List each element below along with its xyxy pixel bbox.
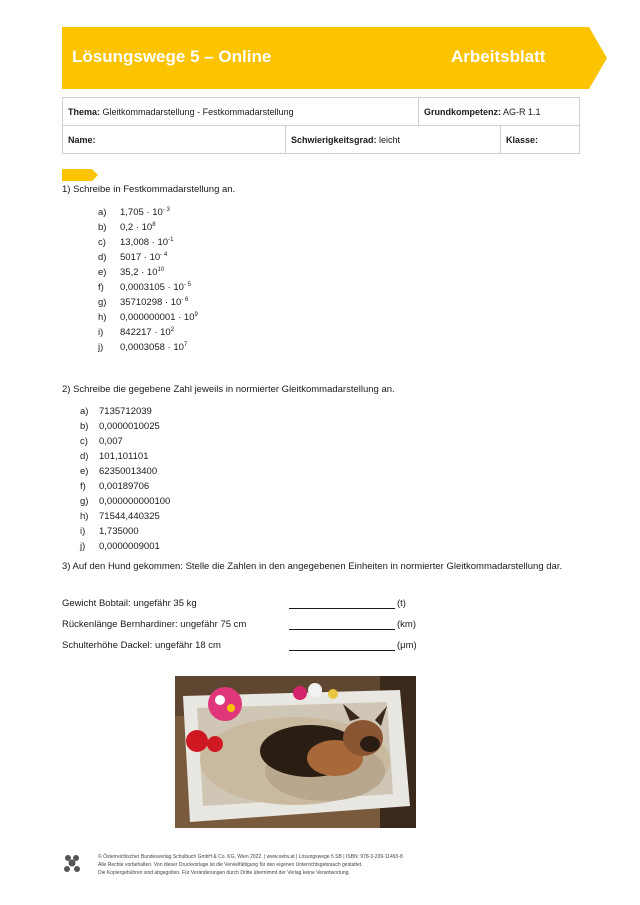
topic-cell xyxy=(63,98,419,126)
competence-label: Grundkompetenz: xyxy=(424,106,502,117)
question-2-item xyxy=(80,494,280,509)
competence-cell xyxy=(419,98,580,126)
item-expression xyxy=(120,325,174,340)
item-letter: g) xyxy=(80,496,89,507)
item-value: 1,735000 xyxy=(99,526,139,537)
question-1-item xyxy=(98,325,298,340)
question-2-item xyxy=(80,539,280,554)
item-letter: i) xyxy=(80,526,86,537)
answer-row-label: Gewicht Bobtail: ungefähr 35 kg xyxy=(62,598,197,609)
question-1-item xyxy=(98,250,298,265)
item-mantissa: 35,2 · 10 xyxy=(120,267,158,278)
footer-line: © Österreichischer Bundesverlag Schulbuch GmbH & Co. KG, Wien 2022. | www.oebv.at | Lösungswege 5 SB | ISBN: 978-3-209-11493-8 xyxy=(98,854,403,860)
worksheet-meta-table xyxy=(62,97,580,154)
question-2-item xyxy=(80,479,280,494)
question-1-item xyxy=(98,220,298,235)
difficulty-value: leicht xyxy=(379,134,401,145)
item-letter: h) xyxy=(80,511,89,522)
question-1-prompt: 1) Schreibe in Festkommadarstellung an. xyxy=(62,184,236,195)
item-letter: d) xyxy=(98,252,107,263)
question-2-list xyxy=(80,404,280,554)
question-1-item xyxy=(98,310,298,325)
question-1-item xyxy=(98,235,298,250)
page-title: Lösungswege 5 – Online xyxy=(72,47,272,66)
item-exponent: 8 xyxy=(152,222,156,228)
item-value: 62350013400 xyxy=(99,466,158,477)
item-exponent: 9 xyxy=(194,312,198,318)
answer-unit: (t) xyxy=(397,598,406,609)
item-mantissa: 13,008 · 10 xyxy=(120,237,169,248)
answer-row-bernhardiner xyxy=(62,619,562,633)
header-banner xyxy=(62,27,607,89)
item-exponent: -1 xyxy=(168,237,174,243)
item-mantissa: 1,705 · 10 xyxy=(120,207,163,218)
question-2-item xyxy=(80,434,280,449)
item-letter: g) xyxy=(98,297,107,308)
item-exponent: - 3 xyxy=(162,207,170,213)
answer-unit: (km) xyxy=(397,619,416,630)
question-1-item xyxy=(98,340,298,355)
question-3-prompt: 3) Auf den Hund gekommen: Stelle die Zahlen in den angegebenen Einheiten in normierter Gleitkommadarstellung dar. xyxy=(62,561,563,572)
answer-row-label: Rückenlänge Bernhardiner: ungefähr 75 cm xyxy=(62,619,247,630)
item-letter: f) xyxy=(80,481,86,492)
difficulty-cell xyxy=(286,126,501,154)
item-letter: a) xyxy=(80,406,89,417)
question-1-item xyxy=(98,295,298,310)
item-letter: e) xyxy=(98,267,107,278)
question-1-item xyxy=(98,265,298,280)
item-mantissa: 842217 · 10 xyxy=(120,327,171,338)
item-value: 0,0000009001 xyxy=(99,541,160,552)
item-mantissa: 0,0003105 · 10 xyxy=(120,282,184,293)
publisher-logo-icon xyxy=(62,852,82,879)
item-expression xyxy=(120,250,167,265)
class-cell[interactable] xyxy=(501,126,580,154)
meta-row-topic xyxy=(63,98,580,126)
topic-label: Thema: xyxy=(68,106,101,117)
item-letter: e) xyxy=(80,466,89,477)
question-2-prompt: 2) Schreibe die gegebene Zahl jeweils in normierter Gleitkommadarstellung an. xyxy=(62,384,395,395)
item-letter: a) xyxy=(98,207,107,218)
class-label: Klasse: xyxy=(506,134,539,145)
item-mantissa: 5017 · 10 xyxy=(120,252,161,263)
item-exponent: 2 xyxy=(170,327,175,333)
item-letter: f) xyxy=(98,282,104,293)
footer-line: Die Kopiergebühren sind abgegolten. Für Veränderungen durch Dritte übernimmt der Verlag keine Verantwortung. xyxy=(98,870,350,876)
puppy-photo xyxy=(175,676,416,833)
item-mantissa: 0,2 · 10 xyxy=(120,222,153,233)
footer-text xyxy=(98,853,403,877)
question-2-item xyxy=(80,524,280,539)
item-mantissa: 35710298 · 10 xyxy=(120,297,182,308)
answer-blank[interactable] xyxy=(289,650,395,651)
answer-row-label: Schulterhöhe Dackel: ungefähr 18 cm xyxy=(62,640,221,651)
name-label: Name: xyxy=(68,134,96,145)
item-expression xyxy=(120,205,170,220)
name-cell[interactable] xyxy=(63,126,286,154)
question-2-item xyxy=(80,419,280,434)
item-mantissa: 0,0003058 · 10 xyxy=(120,342,184,353)
item-expression xyxy=(120,340,187,355)
question-2-item xyxy=(80,464,280,479)
item-expression xyxy=(120,295,188,310)
answer-blank[interactable] xyxy=(289,608,395,609)
item-value: 0,0000010025 xyxy=(99,421,160,432)
question-1-item xyxy=(98,280,298,295)
item-value: 7135712039 xyxy=(99,406,152,417)
competence-value: AG-R 1.1 xyxy=(503,106,541,117)
footer-line: Alle Rechte vorbehalten. Von dieser Druckvorlage ist die Vervielfältigung für den eigenen Unterrichtsgebrauch gestattet. xyxy=(98,862,363,868)
item-letter: i) xyxy=(98,327,104,338)
item-exponent: - 4 xyxy=(160,252,168,258)
answer-unit: (μm) xyxy=(397,640,417,651)
question-2-item xyxy=(80,449,280,464)
item-value: 71544,440325 xyxy=(99,511,160,522)
item-letter: b) xyxy=(98,222,107,233)
answer-row-dackel xyxy=(62,640,562,654)
item-letter: c) xyxy=(98,237,106,248)
item-exponent: - 5 xyxy=(183,282,191,288)
item-letter: j) xyxy=(98,342,104,353)
question-2-item xyxy=(80,404,280,419)
item-expression xyxy=(120,220,156,235)
item-expression xyxy=(120,280,191,295)
item-letter: c) xyxy=(80,436,88,447)
item-value: 101,101101 xyxy=(99,451,149,462)
meta-row-student xyxy=(63,126,580,154)
question-2-item xyxy=(80,509,280,524)
item-value: 0,000000000100 xyxy=(99,496,171,507)
item-expression xyxy=(120,265,164,280)
item-value: 0,00189706 xyxy=(99,481,150,492)
item-exponent: 10 xyxy=(157,267,165,273)
item-letter: h) xyxy=(98,312,107,323)
item-letter: b) xyxy=(80,421,89,432)
item-exponent: - 6 xyxy=(181,297,189,303)
worksheet-label: Arbeitsblatt xyxy=(451,47,546,66)
item-expression xyxy=(120,235,173,250)
item-mantissa: 0,000000001 · 10 xyxy=(120,312,195,323)
question-1-item xyxy=(98,205,298,220)
difficulty-label: Schwierigkeitsgrad: xyxy=(291,134,377,145)
answer-row-bobtail xyxy=(62,598,562,612)
question-1-list xyxy=(98,205,298,355)
answer-blank[interactable] xyxy=(289,629,395,630)
topic-value: Gleitkommadarstellung - Festkommadarstellung xyxy=(102,106,294,117)
item-letter: j) xyxy=(80,541,86,552)
item-value: 0,007 xyxy=(99,436,123,447)
item-expression xyxy=(120,310,198,325)
item-exponent: 7 xyxy=(183,342,188,348)
item-letter: d) xyxy=(80,451,89,462)
